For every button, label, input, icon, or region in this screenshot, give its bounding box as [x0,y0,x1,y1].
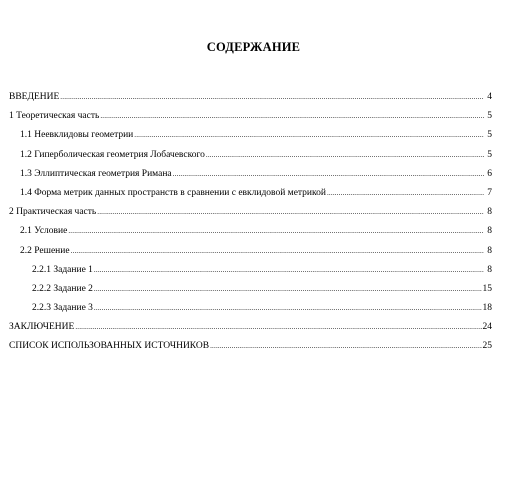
dot-leader [210,340,481,353]
toc-entry-page-number: 5 [487,130,492,141]
page-title: СОДЕРЖАНИЕ [206,40,301,54]
toc-entry-page-number: 8 [487,264,492,275]
dot-leader [327,187,484,200]
toc-entry-1-4[interactable] [9,187,492,206]
toc-entry-page-number: 7 [487,187,492,198]
toc-entry-label: 1 Теоретическая часть [9,111,100,122]
toc-entry-label: 2 Практическая часть [9,207,97,218]
toc-entry-2-2[interactable] [9,245,492,264]
dot-leader [134,129,484,142]
toc-entry-references[interactable] [9,340,492,359]
toc-entry-page-number: 6 [487,168,492,179]
toc-entry-label: ЗАКЛЮЧЕНИЕ [9,322,75,333]
toc-entry-theory-part[interactable] [9,110,492,129]
toc-entry-2-2-3[interactable] [9,302,492,321]
toc-entry-label: 2.2.3 Задание 3 [32,303,93,314]
dot-leader [68,225,484,238]
toc-entry-label: 1.3 Эллиптическая геометрия Римана [20,168,172,179]
toc-entry-label: 2.1 Условие [20,226,68,237]
dot-leader [173,168,484,181]
toc-entry-label: 2.2.1 Задание 1 [32,264,93,275]
dot-leader [97,206,484,219]
toc-entry-label: 1.4 Форма метрик данных пространств в сравнении с евклидовой метрикой [20,187,326,198]
toc-entry-practice-part[interactable] [9,206,492,225]
toc-entry-page-number: 24 [482,322,492,333]
toc-entry-2-2-2[interactable] [9,283,492,302]
toc-entry-page-number: 15 [482,283,492,294]
toc-entry-page-number: 8 [487,207,492,218]
toc-entry-introduction[interactable] [9,91,492,110]
toc-entry-1-3[interactable] [9,168,492,187]
toc-entry-label: 1.1 Неевклидовы геометрии [20,130,134,141]
toc-entry-page-number: 18 [482,303,492,314]
toc-entry-page-number: 4 [487,92,492,102]
toc-entry-page-number: 8 [487,245,492,256]
toc-entry-page-number: 25 [482,341,492,352]
dot-leader [206,149,484,162]
toc-entry-page-number: 5 [487,111,492,122]
dot-leader [94,302,482,315]
dot-leader [94,283,482,296]
dot-leader [71,245,484,258]
toc-entry-label: 1.2 Гиперболическая геометрия Лобачевского [20,149,205,160]
toc-entry-page-number: 8 [487,226,492,237]
dot-leader [100,110,484,123]
toc-entry-page-number: 5 [487,149,492,160]
dot-leader [94,264,484,277]
toc-entry-conclusion[interactable] [9,321,492,340]
toc-entry-1-2[interactable] [9,149,492,168]
toc-entry-2-1[interactable] [9,225,492,244]
toc-entry-label: 2.2 Решение [20,245,70,256]
toc-entry-label: СПИСОК ИСПОЛЬЗОВАННЫХ ИСТОЧНИКОВ [9,341,210,352]
toc-entry-label: 2.2.2 Задание 2 [32,283,93,294]
table-of-contents [9,91,492,360]
dot-leader [75,321,481,334]
toc-entry-1-1[interactable] [9,129,492,148]
toc-entry-label: ВВЕДЕНИЕ [9,92,60,102]
dot-leader [60,91,484,104]
toc-entry-2-2-1[interactable] [9,264,492,283]
